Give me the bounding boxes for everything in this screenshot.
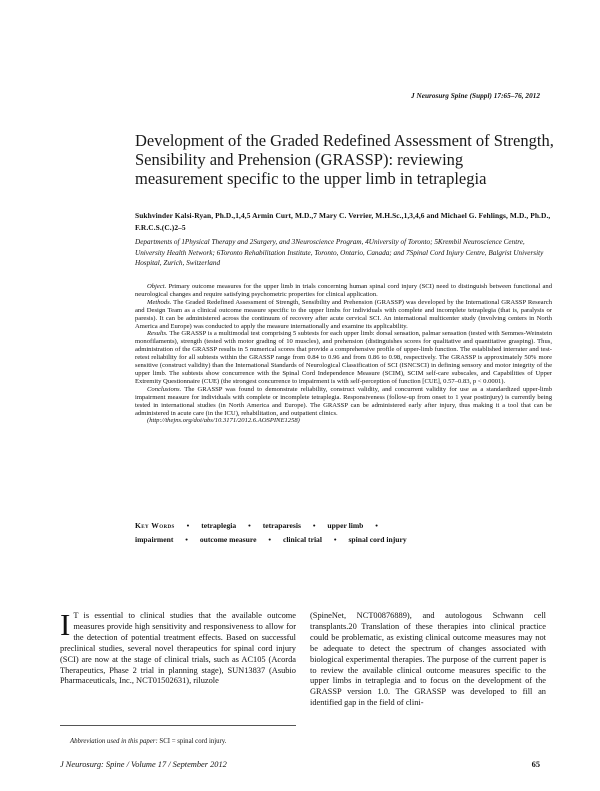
footnote-text: SCI = spinal cord injury.	[157, 738, 227, 745]
keyword-separator: •	[248, 521, 251, 530]
footnote	[70, 738, 300, 745]
abstract-methods-text: The Graded Redefined Assessment of Strength, Sensibility and Prehension (GRASSP) was developed by the International GRASSP Research and Design Team as a clinical outcome measure specific to the upper limbs for individuals with complete and incomplete tetraplegia (that is, paralysis or paresis). It can be administered across the continuum of recovery after acute cervical SCI. An international multicenter study (involving centers in North America and Europe) was conducted to apply the measure internationally and examine its applicability.	[135, 298, 552, 330]
keyword-separator: •	[186, 521, 190, 530]
footer-journal: J Neurosurg: Spine / Volume 17 / September 2012	[60, 760, 227, 769]
abstract-object	[135, 283, 552, 299]
abstract	[135, 283, 552, 425]
body-column-right	[310, 611, 546, 709]
page-number: 65	[531, 760, 540, 769]
keyword: impairment	[135, 535, 174, 544]
keyword: tetraplegia	[201, 521, 237, 530]
abstract-results-label: Results.	[147, 330, 168, 338]
abstract-conclusions	[135, 386, 552, 418]
article-title: Development of the Graded Redefined Assessment of Strength, Sensibility and Prehension (GRASSP): reviewing measurement specific to the upper limb in tetraplegia	[135, 131, 554, 188]
keyword-separator: •	[333, 535, 337, 544]
abstract-object-label: Object.	[147, 283, 167, 290]
keyword: upper limb	[327, 521, 364, 530]
keyword-separator: •	[185, 535, 188, 544]
author-list: Sukhvinder Kalsi-Ryan, Ph.D.,1,4,5 Armin Curt, M.D.,7 Mary C. Verrier, M.H.Sc.,1,3,4,6 and Michael G. Fehlings, M.D., Ph.D., F.R.C.S.(C.)2–5	[135, 211, 551, 232]
keywords	[135, 519, 555, 547]
abstract-methods-label: Methods.	[147, 298, 172, 306]
body-text-right: (SpineNet, NCT00876889), and autologous Schwann cell transplants.20 Translation of these therapies into clinical practice could be problematic, as existing clinical outcome measures may not be adequate to detect the spectrum of changes associated with biological experimental therapies. The purpose of the current paper is to review the available clinical outcome measures specific to the upper limbs in tetraplegia and to focus on the development of the GRASSP version 1.0. The GRASSP was developed to fill an identified gap in the field of clini-	[310, 611, 546, 708]
keywords-label: Key Words	[135, 521, 175, 530]
journal-reference: J Neurosurg Spine (Suppl) 17:65–76, 2012	[411, 92, 540, 100]
affiliations: Departments of 1Physical Therapy and 2Surgery, and 3Neuroscience Program, 4University of Toronto; 5Krembil Neuroscience Centre, University Health Network; 6Toronto Rehabilitation Institute, Toronto, Ontario, Canada; and 7Spinal Cord Injury Centre, Balgrist University Hospital, Zurich, Switzerland	[135, 238, 544, 268]
keyword: tetraparesis	[262, 521, 301, 530]
abstract-results	[135, 330, 552, 385]
keyword-separator: •	[375, 521, 378, 530]
abstract-doi-link[interactable]: (http://thejns.org/doi/abs/10.3171/2012.6.AOSPINE1258)	[147, 417, 300, 425]
keyword-separator: •	[268, 535, 272, 544]
abstract-results-text: The GRASSP is a multimodal test comprising 5 subtests for each upper limb: dorsal sensation, palmar sensation (tested with Semmes-Weinstein monofilaments), strength (tested with motor grading of 10 muscles), and prehension (distinguishes scores for qualitative and quantitative grasping). Thus, administration of the GRASSP results in 5 numerical scores that provide a comprehensive profile of upper-limb function. The established interrater and test-retest reliability for all subtests within the GRASSP range from 0.84 to 0.96 and from 0.86 to 0.98, respectively. The GRASSP is approximately 50% more sensitive (construct validity) than the International Standards of Neurological Classification of SCI (ISNCSCI) in defining sensory and motor integrity of the upper limb. The subtests show concurrence with the Spinal Cord Independence Measure (SCIM), SCIM self-care subscales, and Capabilities of Upper Extremity Questionnaire (CUE) (the strongest concurrence to impairment is with self-perception of function [CUE], 0.57–0.83, p < 0.0001).	[135, 330, 552, 385]
abstract-object-text: Primary outcome measures for the upper limb in trials concerning human spinal cord injury (SCI) need to distinguish between functional and neurological changes and require satisfying psychometric properties for clinical application.	[135, 283, 552, 298]
keyword: outcome measure	[199, 535, 257, 544]
keyword: spinal cord injury	[348, 535, 407, 544]
abstract-conclusions-text: The GRASSP was found to demonstrate reliability, construct validity, and concurrent validity for use as a standardized upper-limb impairment measure for individuals with complete or incomplete tetraplegia. Responsiveness (follow-up from onset to 1 year postinjury) is currently being tested in international studies (in North America and Europe). The GRASSP can be administered early after injury, thus making it a tool that can be administered in acute care (in the ICU), rehabilitation, and outpatient clinics.	[135, 385, 552, 417]
body-column-left	[60, 607, 296, 687]
keyword: clinical trial	[282, 535, 322, 544]
keyword-separator: •	[312, 521, 316, 530]
drop-cap: I	[60, 607, 71, 642]
footnote-label: Abbreviation used in this paper:	[70, 738, 158, 745]
body-text-left: T is essential to clinical studies that the available outcome measures provide high sensitivity and responsiveness to allow for the detection of potential treatment effects. Based on successful preclinical studies, several novel therapeutics for spinal cord injury (SCI) are now at the stage of clinical trials, such as AC105 (Acorda Therapeutics, Phase 2 trial in planning stage), SUN13837 (Asubio Pharmaceuticals, Inc., NCT01502631), riluzole	[60, 611, 296, 686]
footnote-divider	[60, 725, 296, 726]
abstract-methods	[135, 299, 552, 331]
abstract-doi-para	[135, 417, 552, 425]
abstract-conclusions-label: Conclusions.	[147, 385, 182, 393]
